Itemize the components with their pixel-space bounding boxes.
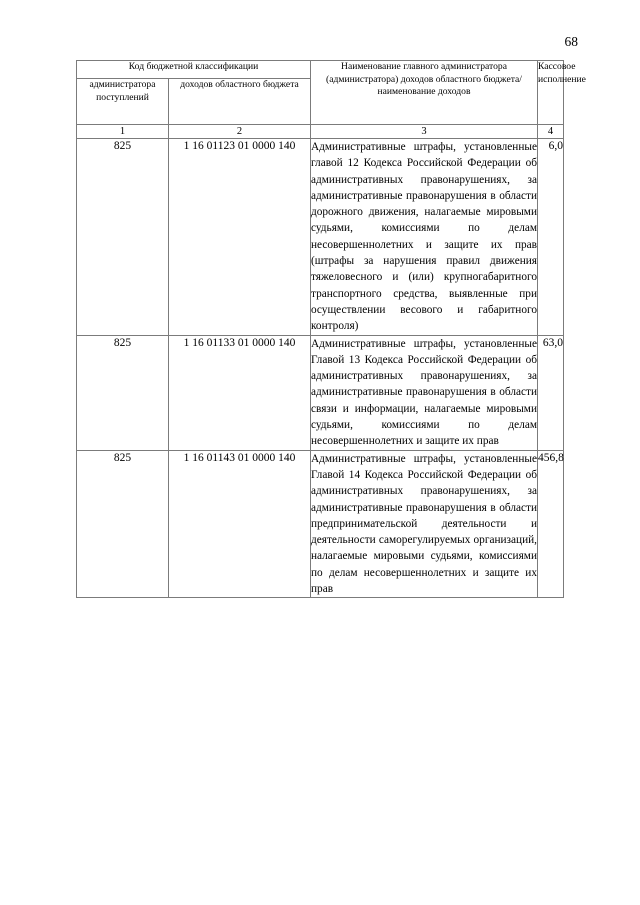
cell-budget-code: 1 16 01133 01 0000 140 (169, 335, 311, 450)
cell-revenue-name: Административные штрафы, установленные Главой 13 Кодекса Российской Федерации об административных правонарушениях, за административные правонарушения в области связи и информации, налагаемые мировыми судьями, комиссиями по делам несовершеннолетних и защите их прав (311, 335, 538, 450)
table-header-row-group (77, 61, 564, 79)
header-administrator-of-receipts: администратора поступлений (77, 79, 169, 125)
table-row (77, 335, 564, 450)
cell-cash-execution: 456,8 (538, 450, 564, 598)
header-budget-classification-code: Код бюджетной классификации (77, 61, 311, 79)
cell-cash-execution: 63,0 (538, 335, 564, 450)
cell-administrator: 825 (77, 335, 169, 450)
table-column-number-row (77, 125, 564, 139)
column-number-4: 4 (538, 125, 564, 139)
header-regional-budget-revenues: доходов областного бюджета (169, 79, 311, 125)
column-number-1: 1 (77, 125, 169, 139)
cell-administrator: 825 (77, 450, 169, 598)
budget-revenue-table (76, 60, 586, 598)
cell-revenue-name: Административные штрафы, установленные главой 12 Кодекса Российской Федерации об административных правонарушениях, за административные правонарушения в области дорожного движения, налагаемые мировыми судьями, комиссиями по делам несовершеннолетних и защите их прав (штрафы за нарушения правил движения тяжеловесного и (или) крупногабаритного транспортного средства, выявленные при осуществлении весового и габаритного контроля) (311, 139, 538, 336)
page-number: 68 (564, 34, 578, 49)
header-revenue-name: Наименование главного администратора (администратора) доходов областного бюджета/ наименование доходов (311, 61, 538, 125)
header-cash-execution: Кассовое исполнение (538, 61, 564, 125)
table-body (77, 139, 564, 598)
cell-budget-code: 1 16 01123 01 0000 140 (169, 139, 311, 336)
table-row (77, 450, 564, 598)
cell-administrator: 825 (77, 139, 169, 336)
column-number-2: 2 (169, 125, 311, 139)
cell-revenue-name: Административные штрафы, установленные Главой 14 Кодекса Российской Федерации об административных правонарушениях, за административные правонарушения в области предпринимательской деятельности и деятельности саморегулируемых организаций, налагаемые мировыми судьями, комиссиями по делам несовершеннолетних и защите их прав (311, 450, 538, 598)
cell-cash-execution: 6,0 (538, 139, 564, 336)
cell-budget-code: 1 16 01143 01 0000 140 (169, 450, 311, 598)
column-number-3: 3 (311, 125, 538, 139)
table-row (77, 139, 564, 336)
